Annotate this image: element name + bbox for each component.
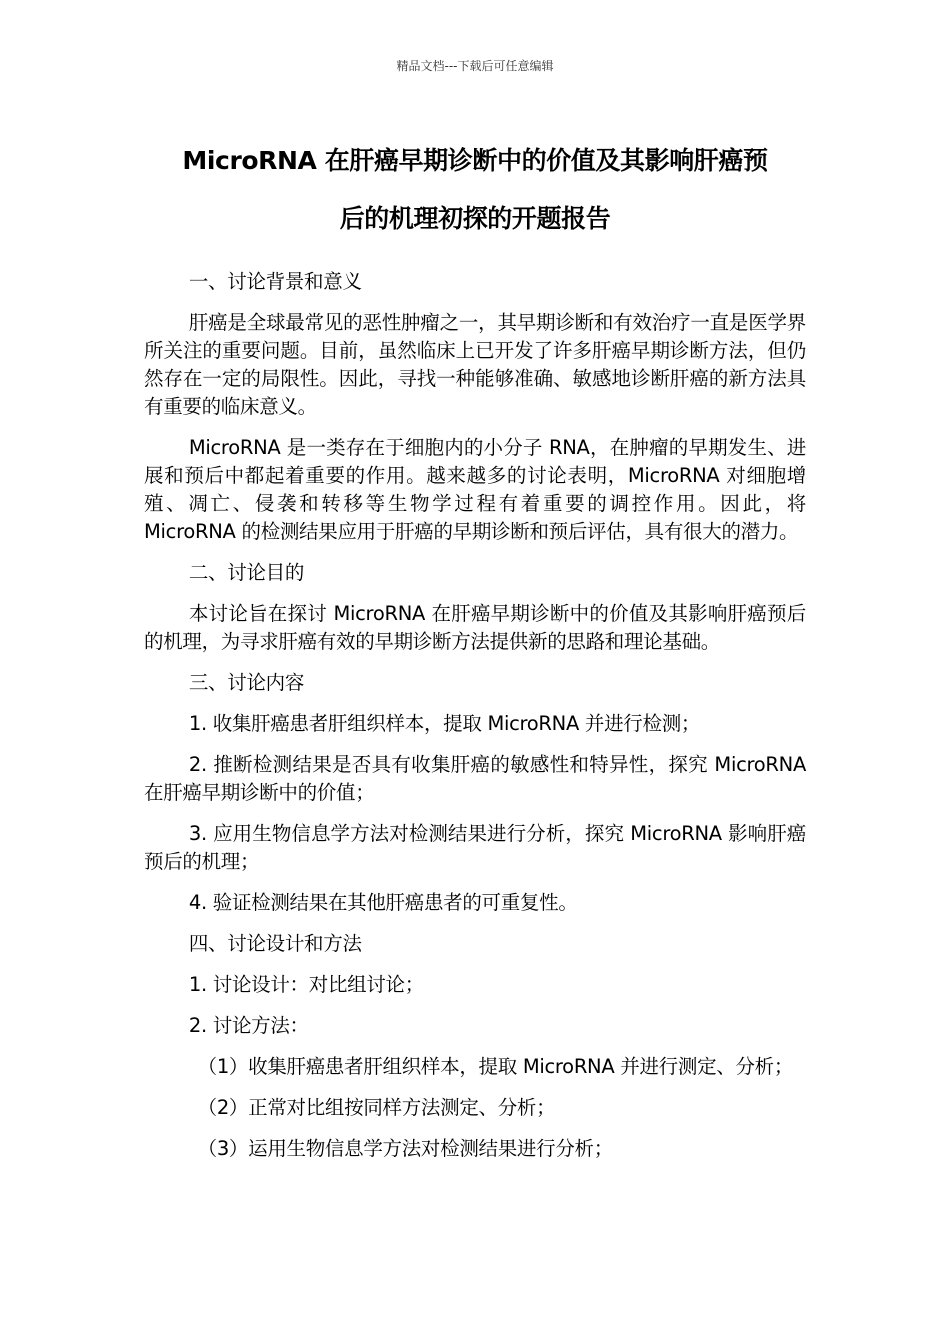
section-heading-purpose: 二、讨论目的 [188, 561, 305, 584]
paragraph-liver-cancer-intro: 肝癌是全球最常见的恶性肿瘤之一，其早期诊断和有效治疗一直是医学界所关注的重要问题。目前，虽然临床上已开发了许多肝癌早期诊断方法，但仍然存在一定的局限性。因此，寻找一种能够准确、敏感地诊断肝癌的新方法具有重要的临床意义。 [144, 311, 806, 418]
content-item-1: 1. 收集肝癌患者肝组织样本，提取 MicroRNA 并进行检测； [188, 712, 701, 735]
paragraph-microrna-intro: MicroRNA 是一类存在于细胞内的小分子 RNA，在肿瘤的早期发生、进展和预后中都起着重要的作用。越来越多的讨论表明，MicroRNA 对细胞增殖、凋亡、侵袭和转移等生物学过程有着重要的调控作用。因此，将 MicroRNA 的检测结果应用于肝癌的早期诊断和预后评估，具有很大的潜力。 [144, 436, 806, 543]
section-heading-content: 三、讨论内容 [188, 671, 305, 694]
document-title [140, 132, 810, 248]
section-heading-background: 一、讨论背景和意义 [188, 270, 362, 293]
method-step-2: （2）正常对比组按同样方法测定、分析； [197, 1096, 556, 1119]
content-item-2: 2. 推断检测结果是否具有收集肝癌的敏感性和特异性，探究 MicroRNA 在肝癌早期诊断中的价值； [144, 753, 806, 804]
design-item-2: 2. 讨论方法： [188, 1014, 309, 1037]
document-body [144, 268, 806, 1176]
title-line-1: MicroRNA 在肝癌早期诊断中的价值及其影响肝癌预 [182, 146, 768, 175]
content-item-3: 3. 应用生物信息学方法对检测结果进行分析，探究 MicroRNA 影响肝癌预后的机理； [144, 822, 806, 873]
page-header: 精品文档---下载后可任意编辑 [396, 59, 554, 73]
title-line-2: 后的机理初探的开题报告 [339, 204, 611, 233]
section-heading-design: 四、讨论设计和方法 [188, 932, 362, 955]
method-step-1: （1）收集肝癌患者肝组织样本，提取 MicroRNA 并进行测定、分析； [197, 1055, 794, 1078]
design-item-1: 1. 讨论设计：对比组讨论； [188, 973, 424, 996]
paragraph-purpose: 本讨论旨在探讨 MicroRNA 在肝癌早期诊断中的价值及其影响肝癌预后的机理，为寻求肝癌有效的早期诊断方法提供新的思路和理论基础。 [144, 602, 806, 653]
content-item-4: 4. 验证检测结果在其他肝癌患者的可重复性。 [188, 891, 578, 914]
method-step-3: （3）运用生物信息学方法对检测结果进行分析； [197, 1137, 613, 1160]
